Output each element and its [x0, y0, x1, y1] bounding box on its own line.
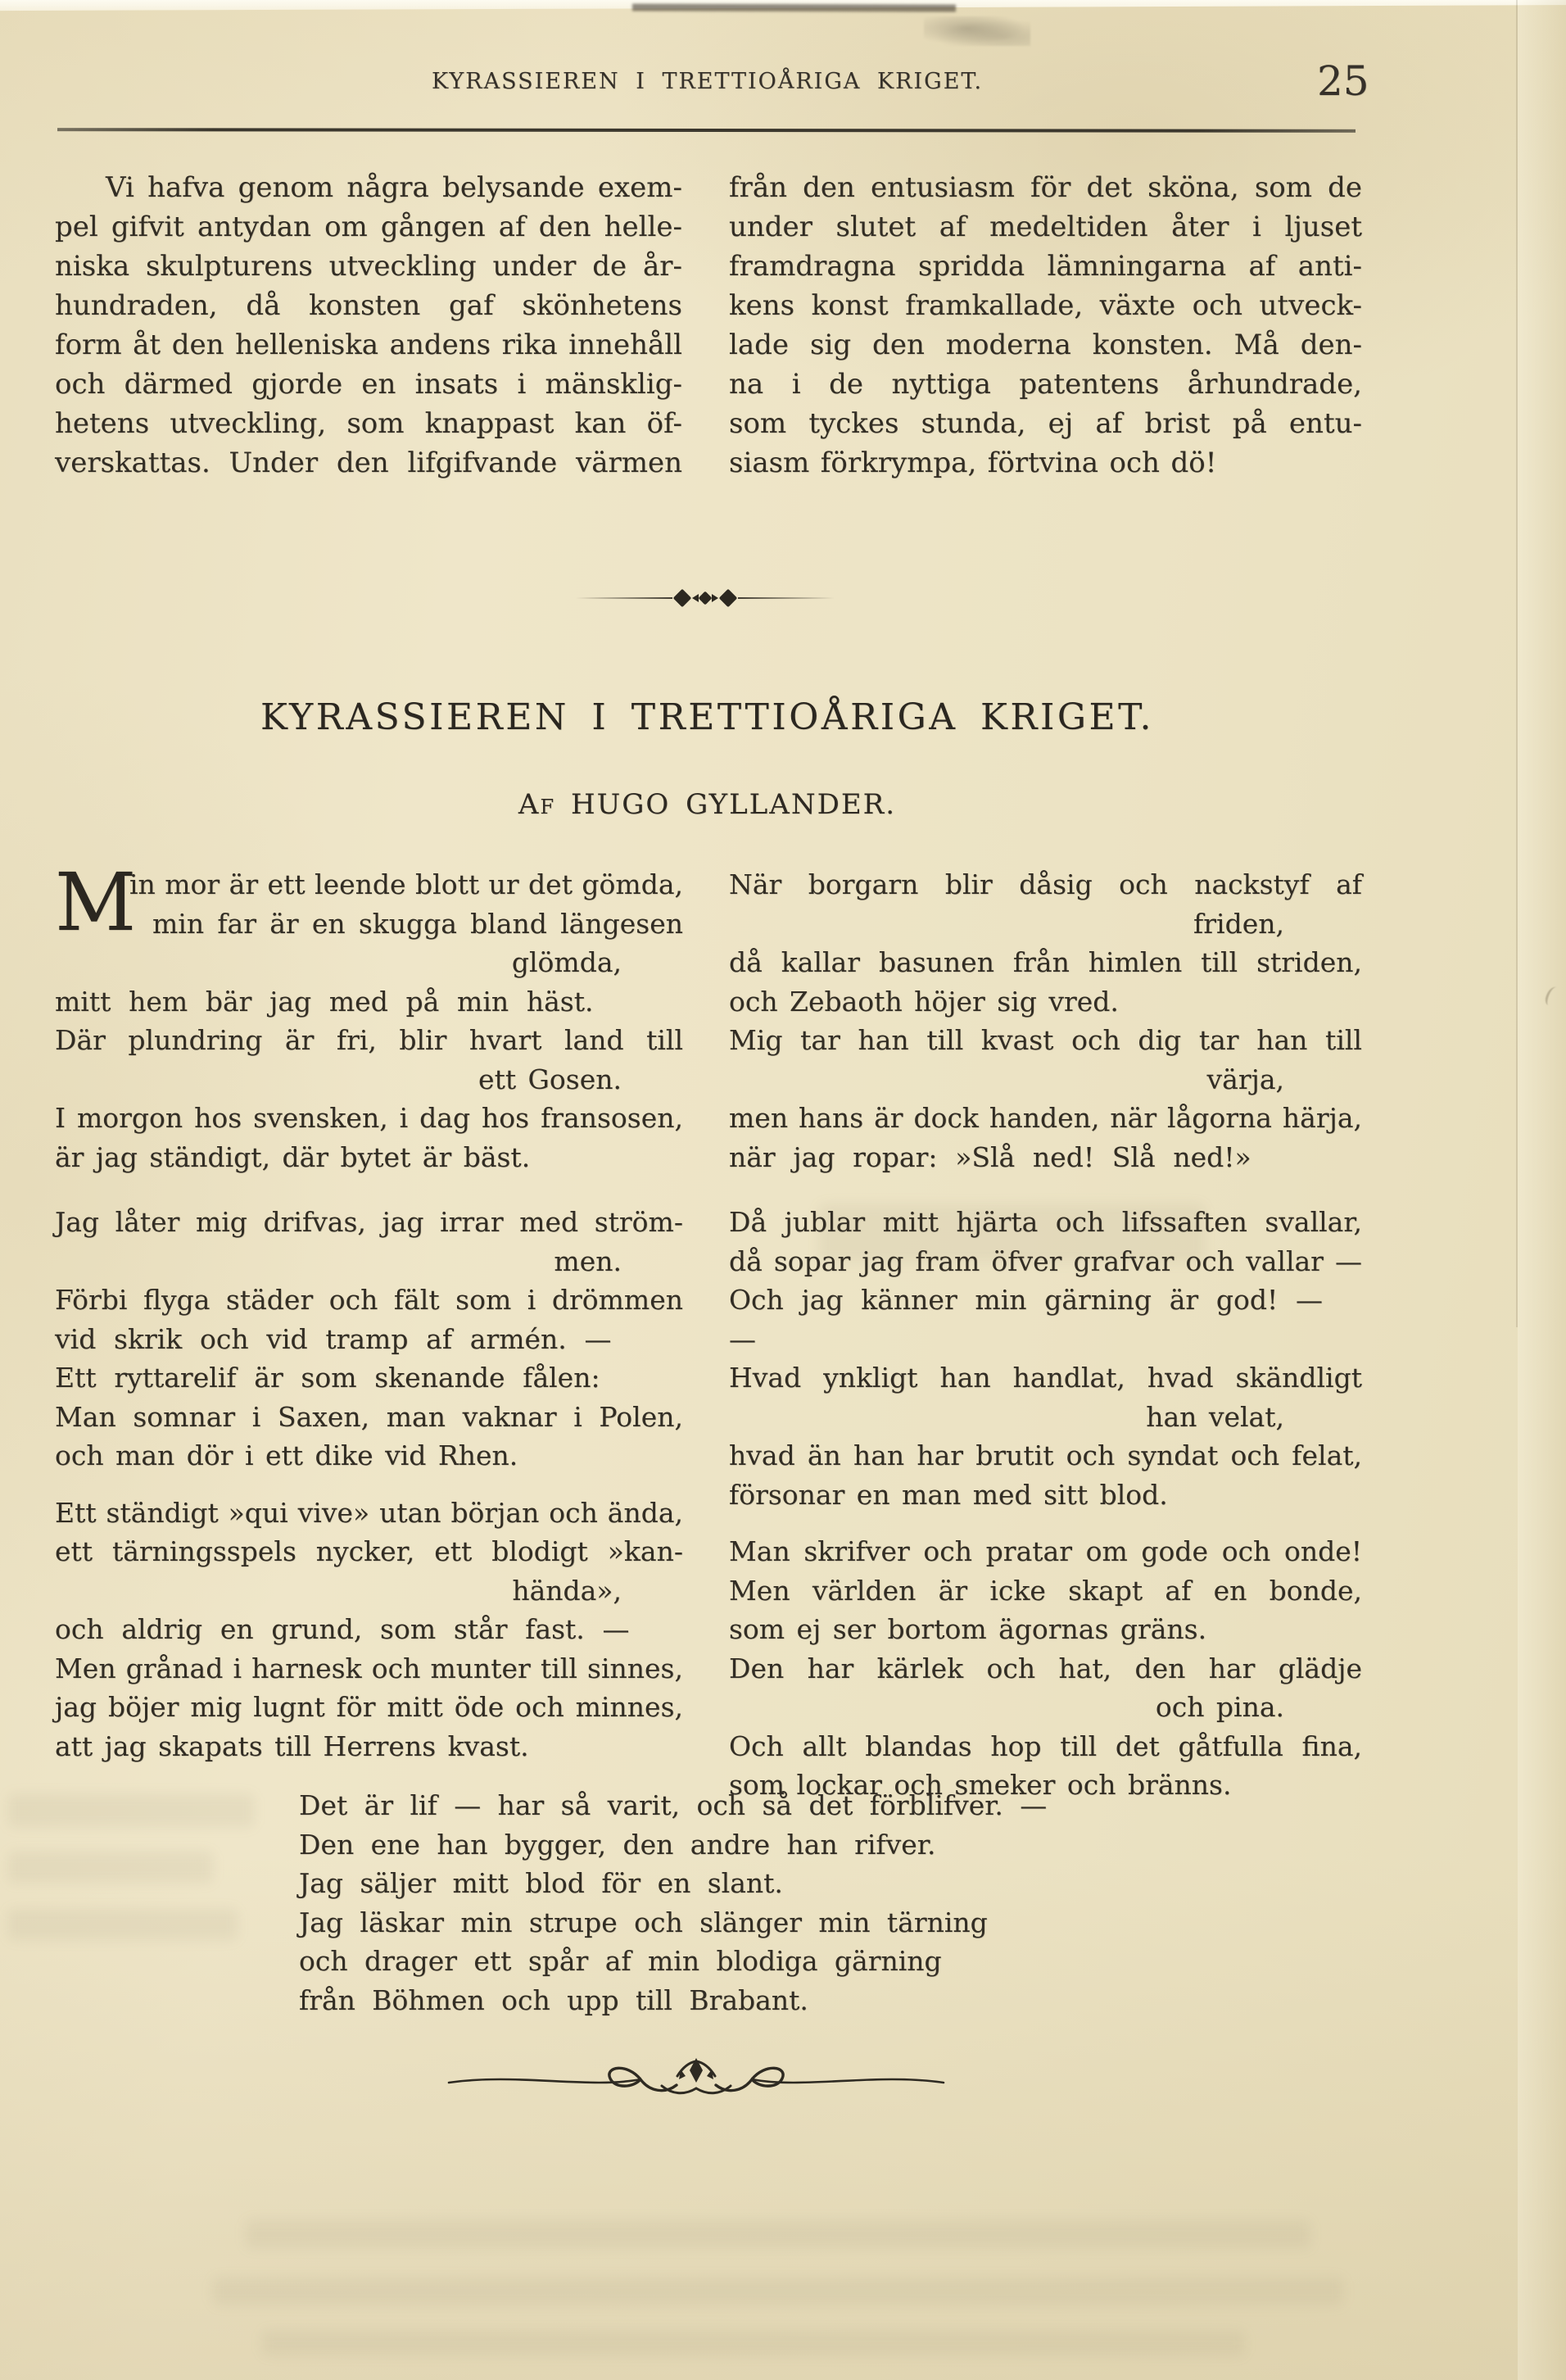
poem-line: som lockar och smeker och bränns.: [729, 1769, 1232, 1801]
poem-stanza: [729, 865, 1362, 1176]
poem-line: Man skrifver och pratar om gode och onde!: [729, 1535, 1362, 1567]
poem-line: Ett ryttarelif är som skenande fålen:: [55, 1362, 600, 1394]
byline: [55, 788, 1360, 821]
show-through: [246, 2220, 1310, 2248]
text-line: na i de nyttiga patentens århundrade,: [729, 368, 1362, 401]
poem-line: försonar en man med sitt blod.: [729, 1478, 1168, 1511]
text-line: niska skulpturens utveckling under de år-: [55, 250, 682, 283]
divider-line: [738, 597, 835, 600]
poem-line: hvad än han har brutit och syndat och felat,: [729, 1439, 1362, 1471]
byline-author: HUGO GYLLANDER.: [570, 788, 897, 821]
final-stanza: [299, 1786, 1126, 2020]
divider-line: [576, 597, 672, 600]
header-rule: [57, 128, 1356, 132]
scan-smudge: [632, 3, 956, 11]
poem-line: vid skrik och vid tramp af armén. —: [55, 1322, 612, 1355]
poem-line: mitt hem bär jag med på min häst.: [55, 985, 594, 1018]
diamond-point-icon: [692, 594, 699, 602]
poem-line: Jag läskar min strupe och slänger min tärning: [299, 1906, 988, 1938]
poem-line: och Zebaoth höjer sig vred.: [729, 985, 1119, 1018]
page-number: 25: [1317, 57, 1369, 105]
poem-line: och aldrig en grund, som står fast. —: [55, 1613, 630, 1645]
flourish-icon: [442, 2045, 950, 2114]
poem-line: Där plundring är fri, blir hvart land till: [55, 1024, 683, 1056]
text-line: kens konst framkallade, växte och utveck-: [729, 289, 1362, 322]
poem-stanza: [729, 1203, 1362, 1514]
section-divider: [52, 592, 1357, 605]
poem-line: friden,: [1193, 907, 1284, 940]
poem-line: han velat,: [1146, 1400, 1284, 1433]
poem-line: ett Gosen.: [478, 1063, 622, 1095]
show-through: [8, 1852, 213, 1883]
poem-stanza: [55, 856, 683, 1176]
text-line: verskattas. Under den lifgifvande värmen: [55, 447, 682, 479]
poem-line: Hvad ynkligt han handlat, hvad skändligt: [729, 1362, 1362, 1394]
text-line: pel gifvit antydan om gången af den helle-: [55, 211, 682, 243]
poem-line: hända»,: [512, 1574, 622, 1607]
poem-line: som ej ser bortom ägornas gräns.: [729, 1613, 1207, 1645]
running-head: KYRASSIEREN I TRETTIOÅRIGA KRIGET.: [431, 69, 984, 94]
poem-line: Men grånad i harnesk och munter till sinnes,: [55, 1652, 683, 1684]
drop-cap: M: [55, 856, 137, 949]
show-through: [8, 1794, 254, 1827]
diamond-icon: [718, 589, 737, 608]
diamond-point-icon: [712, 594, 718, 602]
text-line: som tyckes stunda, ej af brist på entu-: [729, 407, 1362, 440]
poem-line: När borgarn blir dåsig och nackstyf af: [729, 868, 1362, 900]
poem-line: värja,: [1206, 1063, 1284, 1095]
text-line: siasm förkrympa, förtvina och dö!: [729, 447, 1217, 479]
poem-line: min far är en skugga bland längesen: [152, 907, 683, 940]
poem-line: när jag ropar: »Slå ned! Slå ned!»: [729, 1140, 1251, 1173]
poem-line: Man somnar i Saxen, man vaknar i Polen,: [55, 1400, 683, 1433]
poem-line: Mig tar han till kvast och dig tar han till: [729, 1024, 1362, 1056]
intro-left-column: [55, 168, 682, 483]
text-line: framdragna spridda lämningarna af anti-: [729, 250, 1362, 283]
poem-line: och drager ett spår af min blodiga gärning: [299, 1945, 942, 1977]
text-line: hundraden, då konsten gaf skönhetens: [55, 289, 682, 322]
diamond-icon: [698, 592, 712, 605]
show-through: [262, 2331, 1245, 2355]
poem-column-right: [729, 865, 1362, 1805]
article-title: KYRASSIEREN I TRETTIOÅRIGA KRIGET.: [260, 696, 1155, 738]
show-through: [213, 2278, 1343, 2305]
poem-line: Jag låter mig drifvas, jag irrar med ström-: [55, 1206, 683, 1238]
poem-line: men hans är dock handen, när lågorna härja,: [729, 1102, 1362, 1134]
show-through: [8, 1909, 238, 1940]
poem-line: jag böjer mig lugnt för mitt öde och minnes,: [55, 1691, 683, 1723]
text-line: under slutet af medeltiden åter i ljuset: [729, 211, 1362, 243]
scan-speck: [924, 16, 1030, 46]
poem-line: då sopar jag fram öfver grafvar och vallar —: [729, 1244, 1362, 1277]
poem-line: Den har kärlek och hat, den har glädje: [729, 1652, 1362, 1684]
poem-line: och man dör i ett dike vid Rhen.: [55, 1439, 518, 1471]
page-edge-strip: [1518, 0, 1566, 2380]
poem-stanza: [55, 1203, 683, 1476]
poem-line: är jag ständigt, där bytet är bäst.: [55, 1140, 531, 1173]
text-line: Vi hafva genom några belysande exem-: [106, 171, 682, 204]
poem-line: men.: [554, 1244, 622, 1277]
page-edge-line: [1516, 0, 1518, 1327]
poem-line: från Böhmen och upp till Brabant.: [299, 1983, 808, 2016]
poem-line: då kallar basunen från himlen till striden,: [729, 946, 1362, 978]
poem-stanza: [55, 1494, 683, 1766]
poem-column-left: [55, 856, 683, 1766]
poem-line: Den ene han bygger, den andre han rifver.: [299, 1828, 936, 1861]
poem-line: Då jublar mitt hjärta och lifssaften svallar,: [729, 1206, 1362, 1238]
poem-line: glömda,: [511, 946, 622, 978]
poem-stanza: [729, 1532, 1362, 1805]
text-line: hetens utveckling, som knappast kan öf-: [55, 407, 682, 440]
text-line: form åt den helleniska andens rika innehåll: [55, 329, 682, 361]
byline-prefix: Af: [518, 788, 556, 821]
poem-line: Ett ständigt »qui vive» utan början och ända,: [55, 1496, 683, 1529]
poem-line: I morgon hos svensken, i dag hos fransosen,: [55, 1102, 683, 1134]
text-line: från den entusiasm för det sköna, som de: [729, 171, 1362, 204]
text-line: och därmed gjorde en insats i mänsklig-: [55, 368, 682, 401]
text-line: lade sig den moderna konsten. Må den-: [729, 329, 1362, 361]
poem-line: Jag säljer mitt blod för en slant.: [299, 1867, 783, 1899]
intro-right-column: [729, 168, 1362, 483]
poem-line: ett tärningsspels nycker, ett blodigt »kan-: [55, 1535, 683, 1567]
poem-line: Och allt blandas hop till det gåtfulla fina,: [729, 1729, 1362, 1762]
poem-line: in mor är ett leende blott ur det gömda,: [129, 868, 683, 900]
poem-line: Och jag känner min gärning är god! — —: [729, 1284, 1323, 1355]
diamond-icon: [672, 589, 691, 608]
poem-line: och pina.: [1155, 1691, 1284, 1723]
poem-line: Det är lif — har så varit, och så det förblifver. —: [299, 1789, 1048, 1821]
poem-line: Men världen är icke skapt af en bonde,: [729, 1574, 1362, 1607]
poem-line: att jag skapats till Herrens kvast.: [55, 1729, 529, 1762]
poem-line: Förbi flyga städer och fält som i drömmen: [55, 1284, 683, 1316]
